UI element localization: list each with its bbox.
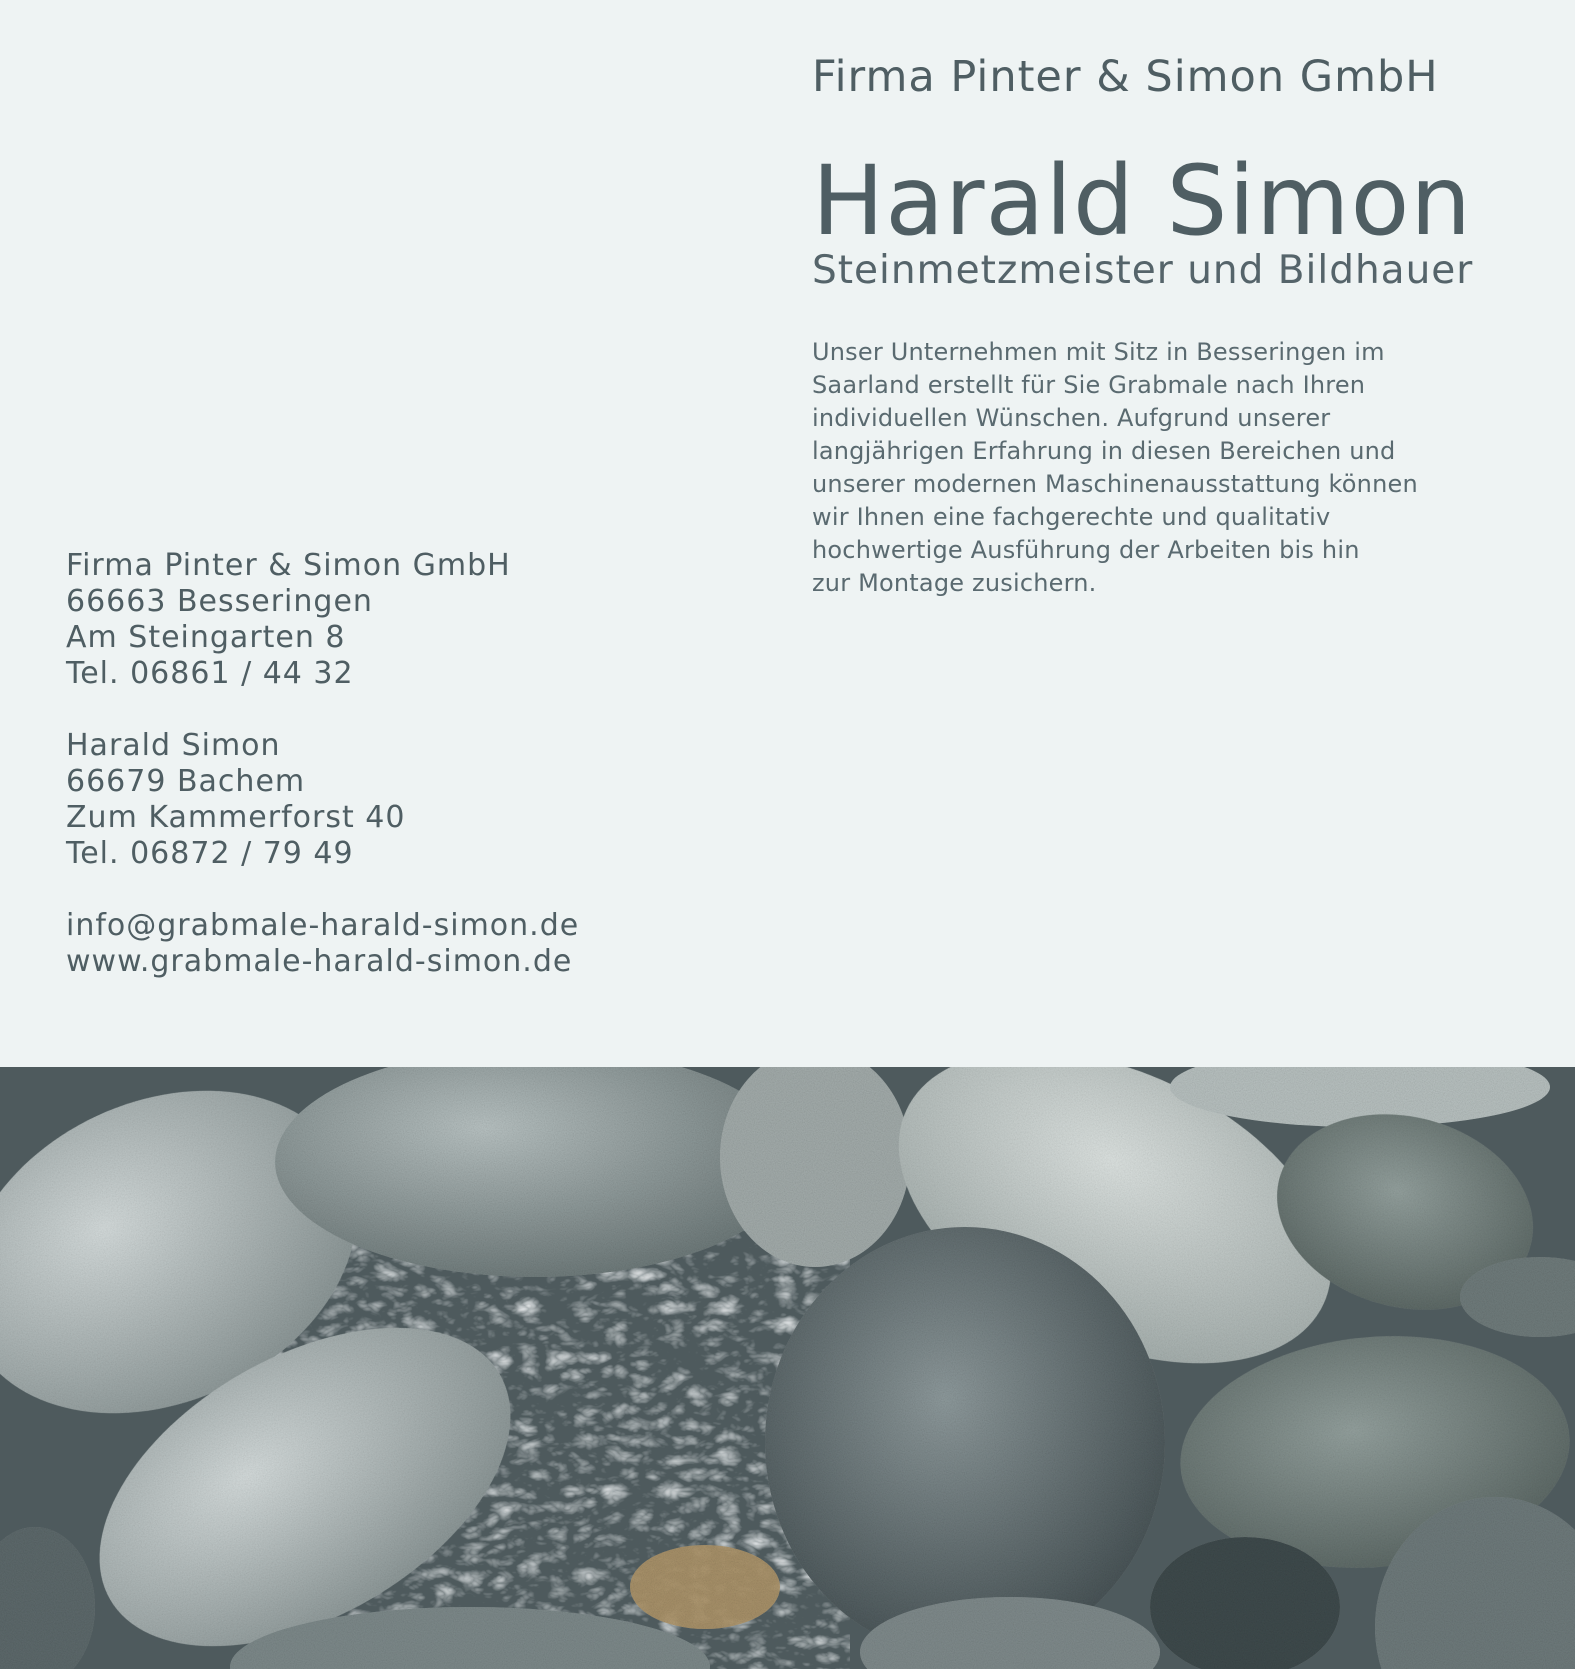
person-address bbox=[66, 728, 686, 872]
river-stones-illustration bbox=[0, 1067, 1575, 1669]
person-phone: Tel. 06872 / 79 49 bbox=[66, 836, 354, 871]
river-stones-photo bbox=[0, 1067, 1575, 1669]
company-name: Firma Pinter & Simon GmbH bbox=[66, 548, 511, 583]
header-column bbox=[812, 52, 1542, 600]
profession-subtitle: Steinmetzmeister und Bildhauer bbox=[812, 248, 1474, 293]
intro-line: Unser Unternehmen mit Sitz in Besseringen im bbox=[812, 338, 1385, 366]
intro-paragraph bbox=[812, 336, 1512, 600]
person-city: 66679 Bachem bbox=[66, 764, 306, 799]
intro-line: zur Montage zusichern. bbox=[812, 569, 1097, 597]
intro-line: hochwertige Ausführung der Arbeiten bis hin bbox=[812, 536, 1360, 564]
intro-line: langjährigen Erfahrung in diesen Bereichen und bbox=[812, 437, 1396, 465]
company-title: Firma Pinter & Simon GmbH bbox=[812, 52, 1439, 102]
company-address bbox=[66, 548, 686, 692]
website-link[interactable]: www.grabmale-harald-simon.de bbox=[66, 944, 573, 979]
company-street: Am Steingarten 8 bbox=[66, 620, 346, 655]
person-street: Zum Kammerforst 40 bbox=[66, 800, 406, 835]
email-link[interactable]: info@grabmale-harald-simon.de bbox=[66, 908, 580, 943]
person-name: Harald Simon bbox=[66, 728, 281, 763]
intro-line: individuellen Wünschen. Aufgrund unserer bbox=[812, 404, 1331, 432]
intro-line: unserer modernen Maschinenausstattung können bbox=[812, 470, 1418, 498]
intro-line: Saarland erstellt für Sie Grabmale nach Ihren bbox=[812, 371, 1366, 399]
company-phone: Tel. 06861 / 44 32 bbox=[66, 656, 354, 691]
owner-name: Harald Simon bbox=[812, 145, 1473, 257]
intro-line: wir Ihnen eine fachgerechte und qualitativ bbox=[812, 503, 1331, 531]
contact-block bbox=[66, 548, 686, 1016]
online-contact bbox=[66, 908, 686, 980]
company-city: 66663 Besseringen bbox=[66, 584, 373, 619]
